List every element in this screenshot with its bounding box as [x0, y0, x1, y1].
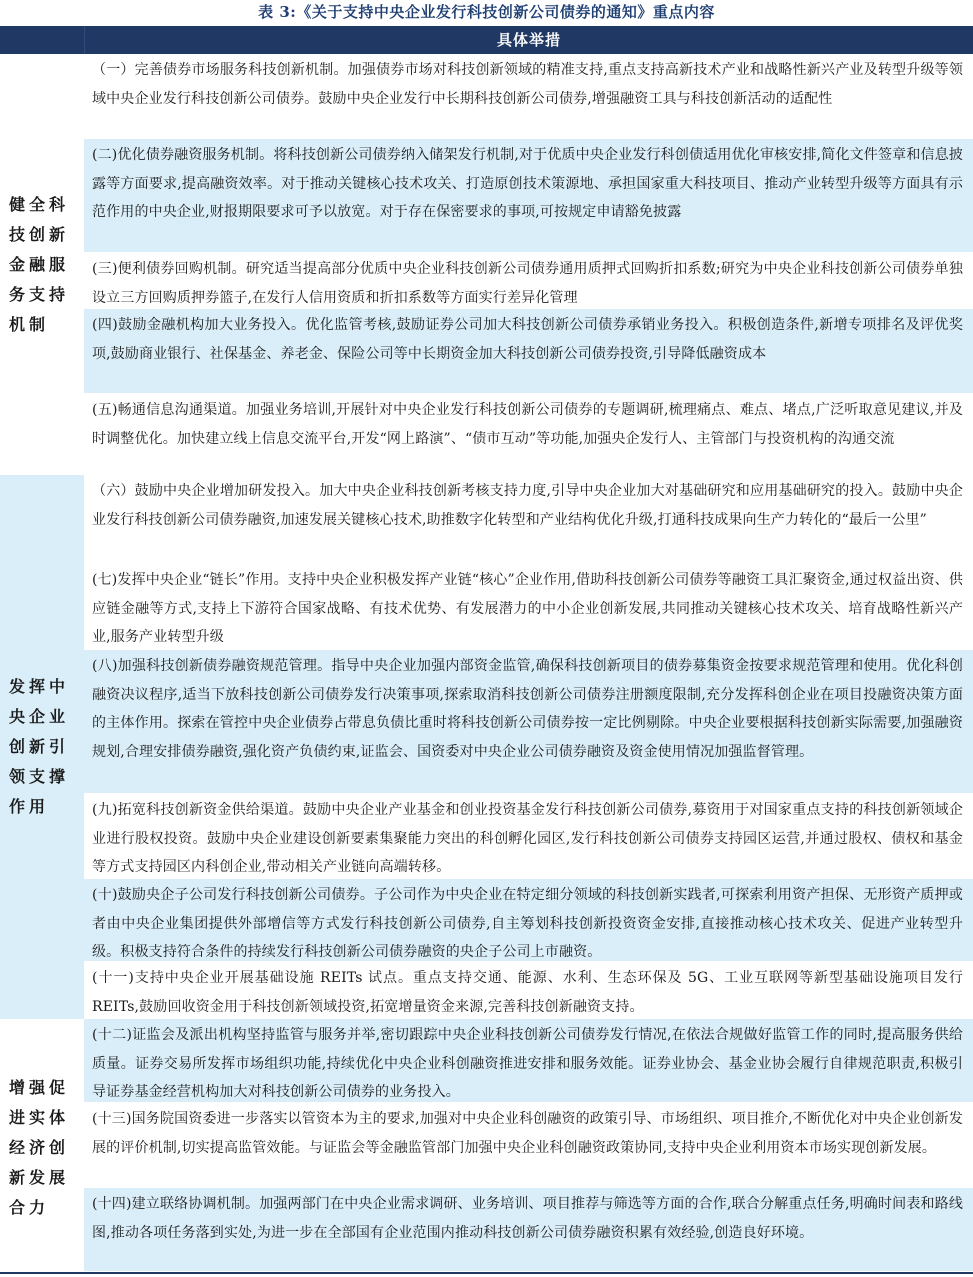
- measure-row: (十四)建立联络协调机制。加强两部门在中央企业需求调研、业务培训、项目推荐与筛选等方面的合作,联合分解重点任务,明确时间表和路线图,推动各项任务落到实处,为进一步在全部国有企业范围内推动科技创新公司债券融资积累有效经验,创造良好环境。: [84, 1188, 973, 1272]
- measure-row: (十)鼓励央企子公司发行科技创新公司债券。子公司作为中央企业在特定细分领域的科技创新实践者,可探索利用资产担保、无形资产质押或者由中央企业集团提供外部增信等方式发行科技创新公司债券,自主筹划科技创新投资资金安排,直接推动核心技术攻关、促进产业转型升级。积极支持符合条件的持续发行科技创新公司债券融资的央企子公司上市融资。: [84, 879, 973, 962]
- header-category-cell: [0, 26, 84, 54]
- category-label: 增强促进实体经济创新发展合力: [9, 1078, 70, 1217]
- category-cell-1: [0, 54, 84, 475]
- measure-row: (九)拓宽科技创新资金供给渠道。鼓励中央企业产业基金和创业投资基金发行科技创新公司债券,募资用于对国家重点支持的科技创新领域企业进行股权投资。鼓励中央企业建设创新要素集聚能力突出的科创孵化园区,发行科技创新公司债券支持园区运营,并通过股权、债权和基金等方式支持园区内科创企业,带动相关产业链向高端转移。: [84, 794, 973, 879]
- table-header: [0, 26, 973, 54]
- category-cell-3: [0, 1019, 84, 1277]
- measure-row: (十三)国务院国资委进一步落实以管资本为主的要求,加强对中央企业科创融资的政策引导、市场组织、项目推介,不断优化对中央企业创新发展的评价机制,切实提高监管效能。与证监会等金融监管部门加强中央企业科创融资政策协同,支持中央企业利用资本市场实现创新发展。: [84, 1103, 973, 1188]
- category-label: 健全科技创新金融服务支持机制: [9, 194, 70, 334]
- table-title: 表 3:《关于支持中央企业发行科技创新公司债券的通知》重点内容: [258, 3, 715, 21]
- measure-row: (七)发挥中央企业“链长”作用。支持中央企业积极发挥产业链“核心”企业作用,借助科技创新公司债券等融资工具汇聚资金,通过权益出资、供应链金融等方式,支持上下游符合国家战略、有技术优势、有发展潜力的中小企业创新发展,共同推动关键核心技术攻关、培育战略性新兴产业,服务产业转型升级: [84, 564, 973, 650]
- header-measures-cell: 具体举措: [84, 26, 973, 54]
- measure-row: (二)优化债券融资服务机制。将科技创新公司债券纳入储架发行机制,对于优质中央企业发行科创债适用优化审核安排,简化文件签章和信息披露等方面要求,提高融资效率。对于推动关键核心技术攻关、打造原创技术策源地、承担国家重大科技项目、推动产业转型升级等方面具有示范作用的中央企业,财报期限要求可予以放宽。对于存在保密要求的事项,可按规定申请豁免披露: [84, 139, 973, 253]
- measure-row: （六）鼓励中央企业增加研发投入。加大中央企业科技创新考核支持力度,引导中央企业加大对基础研究和应用基础研究的投入。鼓励中央企业发行科技创新公司债券融资,加速发展关键核心技术,助推数字化转型和产业结构优化升级,打通科技成果向生产力转化的“最后一公里”: [84, 475, 973, 564]
- measure-row: (三)便利债券回购机制。研究适当提高部分优质中央企业科技创新公司债券通用质押式回购折扣系数;研究为中央企业科技创新公司债券单独设立三方回购质押券篮子,在发行人信用资质和折扣系数等方面实行差异化管理: [84, 253, 973, 309]
- measure-row: (十一)支持中央企业开展基础设施 REITs 试点。重点支持交通、能源、水利、生态环保及 5G、工业互联网等新型基础设施项目发行 REITs,鼓励回收资金用于科技创新领域投资,拓宽增量资金来源,完善科技创新融资支持。: [84, 962, 973, 1019]
- measure-row: (十二)证监会及派出机构坚持监管与服务并举,密切跟踪中央企业科技创新公司债券发行情况,在依法合规做好监管工作的同时,提高服务供给质量。证券交易所发挥市场组织功能,持续优化中央企业科创融资推进安排和服务效能。证券业协会、基金业协会履行自律规范职责,积极引导证券基金经营机构加大对科技创新公司债券的业务投入。: [84, 1019, 973, 1103]
- measure-row: （一）完善债券市场服务科技创新机制。加强债券市场对科技创新领域的精准支持,重点支持高新技术产业和战略性新兴产业及转型升级等领域中央企业发行科技创新公司债券。鼓励中央企业发行中长期科技创新公司债券,增强融资工具与科技创新活动的适配性: [84, 54, 973, 139]
- category-cell-2: [0, 475, 84, 1019]
- table-body: [0, 54, 973, 1277]
- measure-row: (四)鼓励金融机构加大业务投入。优化监管考核,鼓励证券公司加大科技创新公司债券承销业务投入。积极创造条件,新增专项排名及评优奖项,鼓励商业银行、社保基金、养老金、保险公司等中长期资金加大科技创新公司债券投资,引导降低融资成本: [84, 309, 973, 394]
- measure-row: (五)畅通信息沟通渠道。加强业务培训,开展针对中央企业发行科技创新公司债券的专题调研,梳理痛点、难点、堵点,广泛听取意见建议,并及时调整优化。加快建立线上信息交流平台,开发“网上路演”、“债市互动”等功能,加强央企发行人、主管部门与投资机构的沟通交流: [84, 394, 973, 475]
- table-bottom-border: [0, 1272, 973, 1274]
- category-label: 发挥中央企业创新引领支撑作用: [9, 677, 70, 816]
- measure-row: (八)加强科技创新债券融资规范管理。指导中央企业加强内部资金监管,确保科技创新项目的债券募集资金按要求规范管理和使用。优化科创融资决议程序,适当下放科技创新公司债券发行决策事项,探索取消科技创新公司债券注册额度限制,充分发挥科创企业在项目投融资决策方面的主体作用。探索在管控中央企业债券占带息负债比重时将科技创新公司债券按一定比例剔除。中央企业要根据科技创新实际需要,加强融资规划,合理安排债券融资,强化资产负债约束,证监会、国资委对中央企业公司债券融资及资金使用情况加强监督管理。: [84, 650, 973, 794]
